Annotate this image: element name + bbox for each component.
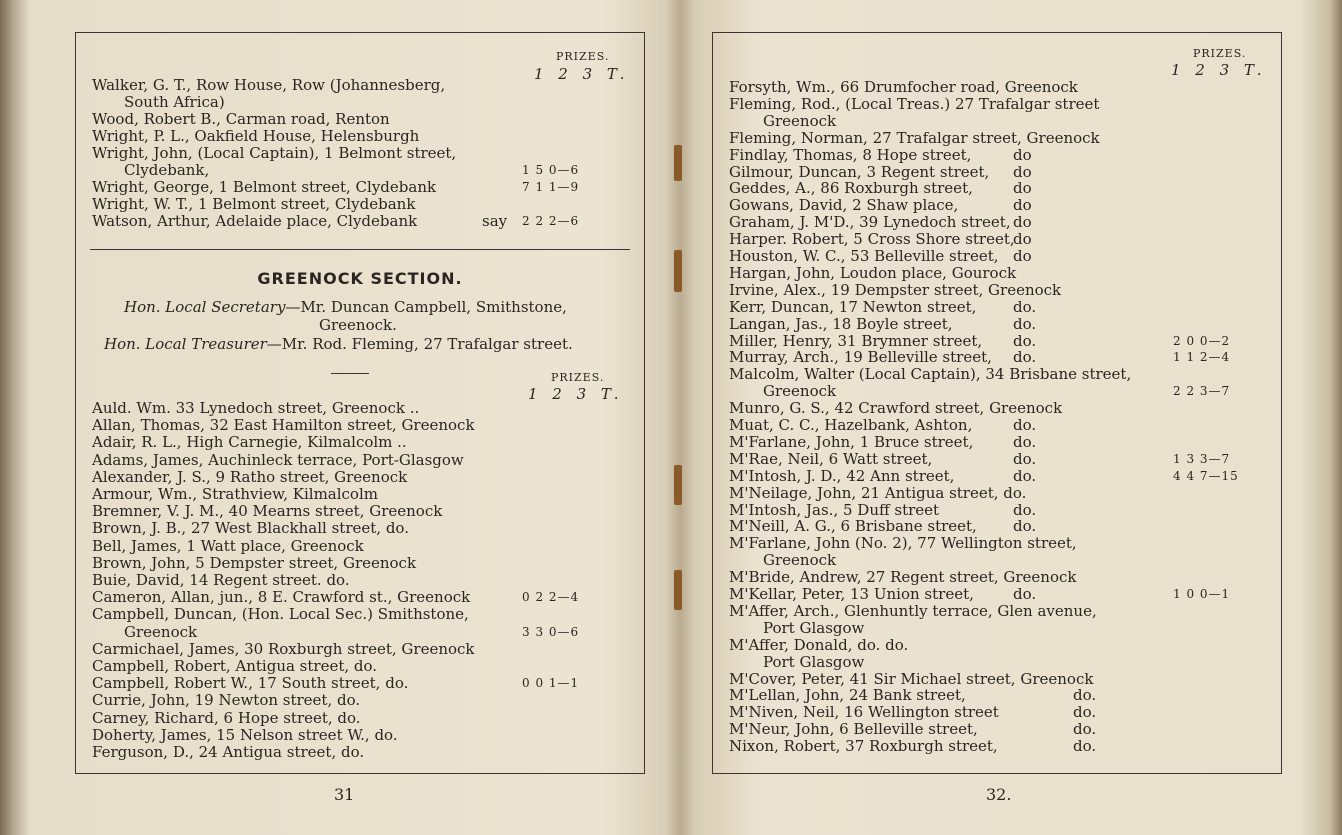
entry-name: Currie, John, 19 Newton street, do. — [92, 691, 361, 710]
entry-name: Walker, G. T., Row House, Row (Johannesberg, — [92, 76, 446, 94]
entry-name: Malcolm, Walter (Local Captain), 34 Brisbane street, — [729, 365, 1132, 384]
entry-name: Carney, Richard, 6 Hope street, do. — [92, 708, 361, 727]
entry-name: Greenock — [763, 382, 837, 401]
entry-ditto: do — [1013, 162, 1032, 181]
entry-name: M'Affer, Donald, do. do. — [729, 635, 909, 654]
prizes-columns: 1 2 3 T. — [528, 385, 624, 403]
page-number: 32. — [986, 785, 1012, 804]
entry-name: M'Affer, Arch., Glenhuntly terrace, Glen avenue, — [729, 601, 1097, 620]
entry-ditto: do — [1013, 247, 1032, 265]
entry-name: Graham, J. M'D., 39 Lynedoch street, — [729, 213, 1011, 232]
right-page — [712, 32, 1282, 804]
entry-ditto: do. — [1013, 348, 1037, 367]
staple — [674, 145, 682, 181]
entry-name: Hargan, John, Loudon place, Gourock — [729, 263, 1017, 282]
entry-name: Wood, Robert B., Carman road, Renton — [92, 110, 390, 128]
treasurer-value: —Mr. Rod. Fleming, 27 Trafalgar street. — [266, 335, 573, 353]
entry-name: Geddes, A., 86 Roxburgh street, — [729, 179, 973, 198]
entry-name: Campbell, Duncan, (Hon. Local Sec.) Smithstone, — [92, 605, 469, 624]
entry-name: Auld. Wm. 33 Lynedoch street, Greenock .. — [92, 399, 420, 417]
entry-ditto: do. — [1013, 416, 1037, 434]
entry-name: Munro, G. S., 42 Crawford street, Greenock — [729, 399, 1063, 418]
entry-ditto: do — [1013, 213, 1032, 232]
entry-name: Houston, W. C., 53 Belleville street, — [729, 247, 999, 265]
entry-prizes: 1 5 0—6 — [522, 163, 580, 177]
entry-prizes: 4 4 7—15 — [1173, 468, 1239, 483]
entry-name: Gilmour, Duncan, 3 Regent street, — [729, 162, 990, 181]
entry-name: M'Rae, Neil, 6 Watt street, — [729, 449, 933, 468]
entry-name: M'Intosh, J. D., 42 Ann street, — [729, 466, 955, 485]
entry-name: Fleming, Norman, 27 Trafalgar street, Greenock — [729, 128, 1100, 147]
entry-prizes: 1 3 3—7 — [1173, 451, 1231, 466]
secretary-continued: Greenock. — [319, 316, 397, 334]
secretary-value: —Mr. Duncan Campbell, Smithstone, — [285, 298, 567, 316]
left-page — [75, 32, 645, 804]
divider — [90, 249, 630, 250]
prizes-columns: 1 2 3 T. — [1171, 61, 1267, 79]
entry-name: Wright, George, 1 Belmont street, Clydebank — [92, 178, 437, 196]
entry-ditto: do. — [1013, 500, 1037, 519]
entry-name: South Africa) — [124, 93, 225, 111]
entry-name: M'Bride, Andrew, 27 Regent street, Greenock — [729, 568, 1077, 587]
entry-name: Nixon, Robert, 37 Roxburgh street, — [729, 737, 998, 756]
entry-name: M'Intosh, Jas., 5 Duff street — [729, 500, 940, 519]
prizes-columns: 1 2 3 T. — [534, 65, 630, 83]
entry-ditto: do. — [1013, 432, 1037, 451]
entry-ditto: do. — [1073, 703, 1097, 722]
entry-name: Langan, Jas., 18 Boyle street, — [729, 314, 953, 333]
entry-ditto: do. — [1073, 737, 1097, 756]
entry-ditto: do — [1013, 230, 1032, 249]
entry-name: Carmichael, James, 30 Roxburgh street, Greenock — [92, 639, 475, 658]
entry-name: M'Lellan, John, 24 Bank street, — [729, 686, 966, 705]
entry-name: M'Neur, John, 6 Belleville street, — [729, 720, 978, 739]
entry-name: Findlay, Thomas, 8 Hope street, — [729, 145, 972, 164]
entry-name: Greenock — [763, 111, 837, 130]
entry-ditto: do. — [1013, 585, 1037, 603]
entry-name: Muat, C. C., Hazelbank, Ashton, — [729, 416, 973, 434]
entry-prizes: 0 2 2—4 — [522, 590, 580, 605]
entry-name: Adams, James, Auchinleck terrace, Port-Glasgow — [92, 450, 464, 469]
entry-name: M'Farlane, John, 1 Bruce street, — [729, 432, 974, 451]
entry-ditto: do — [1013, 145, 1032, 164]
prizes-header: PRIZES. — [551, 371, 605, 384]
entry-name: Greenock — [763, 551, 837, 570]
section-title: GREENOCK SECTION. — [257, 269, 463, 288]
entry-name: Campbell, Robert W., 17 South street, do. — [92, 674, 409, 693]
entry-name: M'Cover, Peter, 41 Sir Michael street, Greenock — [729, 669, 1094, 688]
entry-name: M'Niven, Neil, 16 Wellington street — [729, 703, 999, 722]
entry-name: Murray, Arch., 19 Belleville street, — [729, 348, 992, 367]
entry-name: M'Neill, A. G., 6 Brisbane street, — [729, 517, 977, 536]
short-divider — [331, 373, 369, 374]
entry-name: Buie, David, 14 Regent street. do. — [92, 571, 350, 589]
entry-name: Harper. Robert, 5 Cross Shore street, — [729, 230, 1015, 249]
entry-ditto: do. — [1013, 517, 1037, 536]
entry-prizes: 0 0 1—1 — [522, 676, 580, 691]
entry-ditto: do. — [1013, 314, 1037, 333]
entry-name: Adair, R. L., High Carnegie, Kilmalcolm .. — [92, 433, 407, 452]
entry-name: Alexander, J. S., 9 Ratho street, Greenock — [92, 467, 408, 486]
entry-ditto: do. — [1013, 449, 1037, 468]
entry-prizes: 1 0 0—1 — [1173, 587, 1231, 601]
staple — [674, 250, 682, 292]
entry-prizes: 3 3 0—6 — [522, 624, 580, 639]
entry-prizes: 7 1 1—9 — [522, 180, 580, 194]
staple — [674, 570, 682, 610]
entry-name: Forsyth, Wm., 66 Drumfocher road, Greenock — [729, 78, 1078, 96]
treasurer-label: Hon. Local Treasurer — [104, 335, 267, 353]
entry-ditto: do. — [1013, 331, 1037, 350]
entry-prizes: 2 0 0—2 — [1173, 333, 1231, 348]
entry-ditto: do. — [1073, 686, 1097, 705]
entry-name: M'Neilage, John, 21 Antigua street, do. — [729, 483, 1027, 502]
entry-ditto: do. — [1073, 720, 1097, 739]
entry-name: Bremner, V. J. M., 40 Mearns street, Greenock — [92, 502, 443, 521]
entry-name: Clydebank, — [124, 161, 210, 179]
entry-prizes: 2 2 2—6 — [522, 214, 580, 228]
entry-name: Brown, John, 5 Dempster street, Greenock — [92, 553, 417, 572]
secretary-line — [124, 299, 692, 316]
entry-name: Wright, John, (Local Captain), 1 Belmont street, — [92, 144, 457, 162]
entry-name: Brown, J. B., 27 West Blackhall street, do. — [92, 519, 409, 538]
entry-name: Wright, P. L., Oakfield House, Helensburgh — [92, 127, 420, 145]
treasurer-line — [104, 336, 672, 353]
entry-name: Kerr, Duncan, 17 Newton street, — [729, 297, 977, 316]
entry-name: Wright, W. T., 1 Belmont street, Clydebank — [92, 195, 416, 213]
secretary-label: Hon. Local Secretary — [124, 298, 286, 316]
entry-name: Campbell, Robert, Antigua street, do. — [92, 657, 378, 675]
entry-ditto: do. — [1013, 466, 1037, 485]
entry-name: Gowans, David, 2 Shaw place, — [729, 196, 959, 215]
entry-name: Fleming, Rod., (Local Treas.) 27 Trafalgar street — [729, 94, 1100, 113]
entry-prizes: 2 2 3—7 — [1173, 384, 1231, 399]
entry-name: Bell, James, 1 Watt place, Greenock — [92, 536, 364, 555]
entry-name: Irvine, Alex., 19 Dempster street, Greenock — [729, 280, 1062, 299]
entry-name: Doherty, James, 15 Nelson street W., do. — [92, 725, 398, 744]
entry-name: Miller, Henry, 31 Brymner street, — [729, 331, 983, 350]
entry-name: Watson, Arthur, Adelaide place, Clydebank — [92, 212, 418, 230]
entry-ditto: do — [1013, 196, 1032, 215]
entry-prizes: 1 1 2—4 — [1173, 350, 1231, 365]
page-number: 31 — [334, 785, 355, 804]
entry-ditto: do. — [1013, 297, 1037, 316]
prizes-header: PRIZES. — [556, 50, 610, 63]
prizes-header: PRIZES. — [1193, 47, 1247, 60]
staple — [674, 465, 682, 505]
entry-name: Greenock — [124, 622, 198, 641]
entry-name: Port Glasgow — [763, 652, 865, 671]
entry-name: Port Glasgow — [763, 618, 865, 637]
entry-name: Allan, Thomas, 32 East Hamilton street, Greenock — [92, 416, 475, 435]
entry-suffix: say — [482, 212, 508, 230]
entry-name: M'Kellar, Peter, 13 Union street, — [729, 585, 974, 603]
entry-name: M'Farlane, John (No. 2), 77 Wellington street, — [729, 534, 1077, 553]
entry-name: Cameron, Allan, jun., 8 E. Crawford st., Greenock — [92, 588, 471, 607]
entry-name: Ferguson, D., 24 Antigua street, do. — [92, 743, 365, 761]
entry-ditto: do — [1013, 179, 1032, 198]
entry-name: Armour, Wm., Strathview, Kilmalcolm — [92, 485, 378, 503]
